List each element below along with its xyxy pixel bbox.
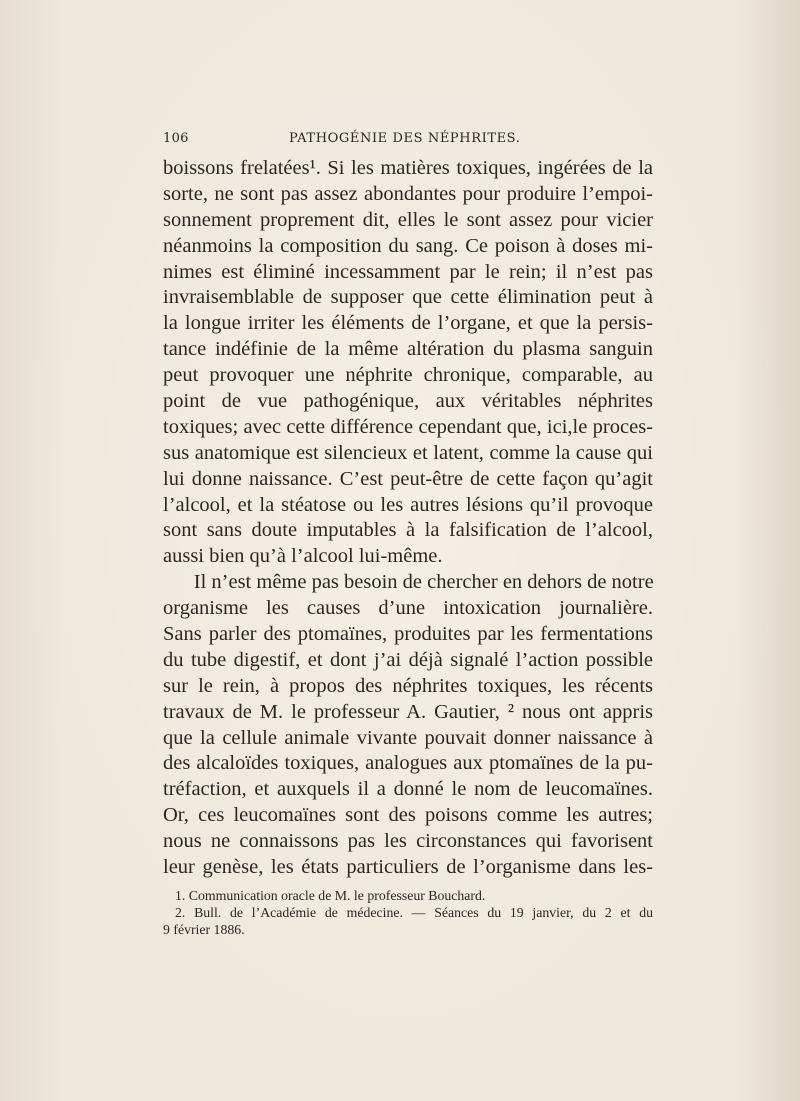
text-line: tance indéfinie de la même altération du plasma sanguin <box>163 338 653 361</box>
body-text <box>163 156 653 881</box>
text-line: néanmoins la composition du sang. Ce poison à doses mi- <box>163 234 653 257</box>
text-line: organisme les causes d’une intoxication journalière. <box>163 597 653 620</box>
text-line: sont sans doute imputables à la falsification de l’alcool, <box>163 519 653 542</box>
text-line: travaux de M. le professeur A. Gautier, ² nous ont appris <box>163 700 653 723</box>
text-line: nimes est éliminé incessamment par le rein; il n’est pas <box>163 260 653 283</box>
text-line: Sans parler des ptomaïnes, produites par les fermentations <box>163 623 653 646</box>
text-line: des alcaloïdes toxiques, analogues aux ptomaïnes de la pu- <box>163 752 653 775</box>
text-line: sorte, ne sont pas assez abondantes pour produire l’empoi- <box>163 182 653 205</box>
text-line: Or, ces leucomaïnes sont des poisons comme les autres; <box>163 804 653 827</box>
text-line: du tube digestif, et dont j’ai déjà signalé l’action possible <box>163 648 653 671</box>
text-line: sur le rein, à propos des néphrites toxiques, les récents <box>163 674 653 697</box>
text-line: leur genèse, les états particuliers de l’organisme dans les- <box>163 856 653 879</box>
footnote-line: 1. Communication oracle de M. le professeur Bouchard. <box>175 888 486 903</box>
footnote-line: 2. Bull. de l’Académie de médecine. — Séances du 19 janvier, du 2 et du <box>175 905 653 920</box>
text-line: sus anatomique est silencieux et latent, comme la cause qui <box>163 441 653 464</box>
text-line: que la cellule animale vivante pouvait donner naissance à <box>163 726 653 749</box>
footnotes <box>163 887 653 938</box>
text-line: toxiques; avec cette différence cependant que, ici,le proces- <box>163 415 653 438</box>
text-line: nous ne connaissons pas les circonstances qui favorisent <box>163 830 653 853</box>
footnote-line: 9 février 1886. <box>163 922 245 937</box>
text-line: peut provoquer une néphrite chronique, comparable, au <box>163 364 653 387</box>
text-line: point de vue pathogénique, aux véritables néphrites <box>163 390 653 413</box>
running-header <box>163 131 653 151</box>
text-line: tréfaction, et auxquels il a donné le nom de leucomaïnes. <box>163 778 653 801</box>
text-line: lui donne naissance. C’est peut-être de cette façon qu’agit <box>163 467 653 490</box>
page-number: 106 <box>163 131 189 146</box>
text-line: boissons frelatées¹. Si les matières toxiques, ingérées de la <box>163 157 653 179</box>
text-line: sonnement proprement dit, elles le sont assez pour vicier <box>163 208 653 231</box>
running-title: PATHOGÉNIE DES NÉPHRITES. <box>289 131 521 146</box>
text-line: Il n’est même pas besoin de chercher en dehors de notre <box>193 571 654 594</box>
text-line: l’alcool, et la stéatose ou les autres lésions qu’il provoque <box>163 493 653 516</box>
text-line: la longue irriter les éléments de l’organe, et que la persis- <box>163 312 653 335</box>
text-line: invraisemblable de supposer que cette élimination peut à <box>163 286 653 309</box>
text-line: aussi bien qu’à l’alcool lui-même. <box>163 545 443 568</box>
